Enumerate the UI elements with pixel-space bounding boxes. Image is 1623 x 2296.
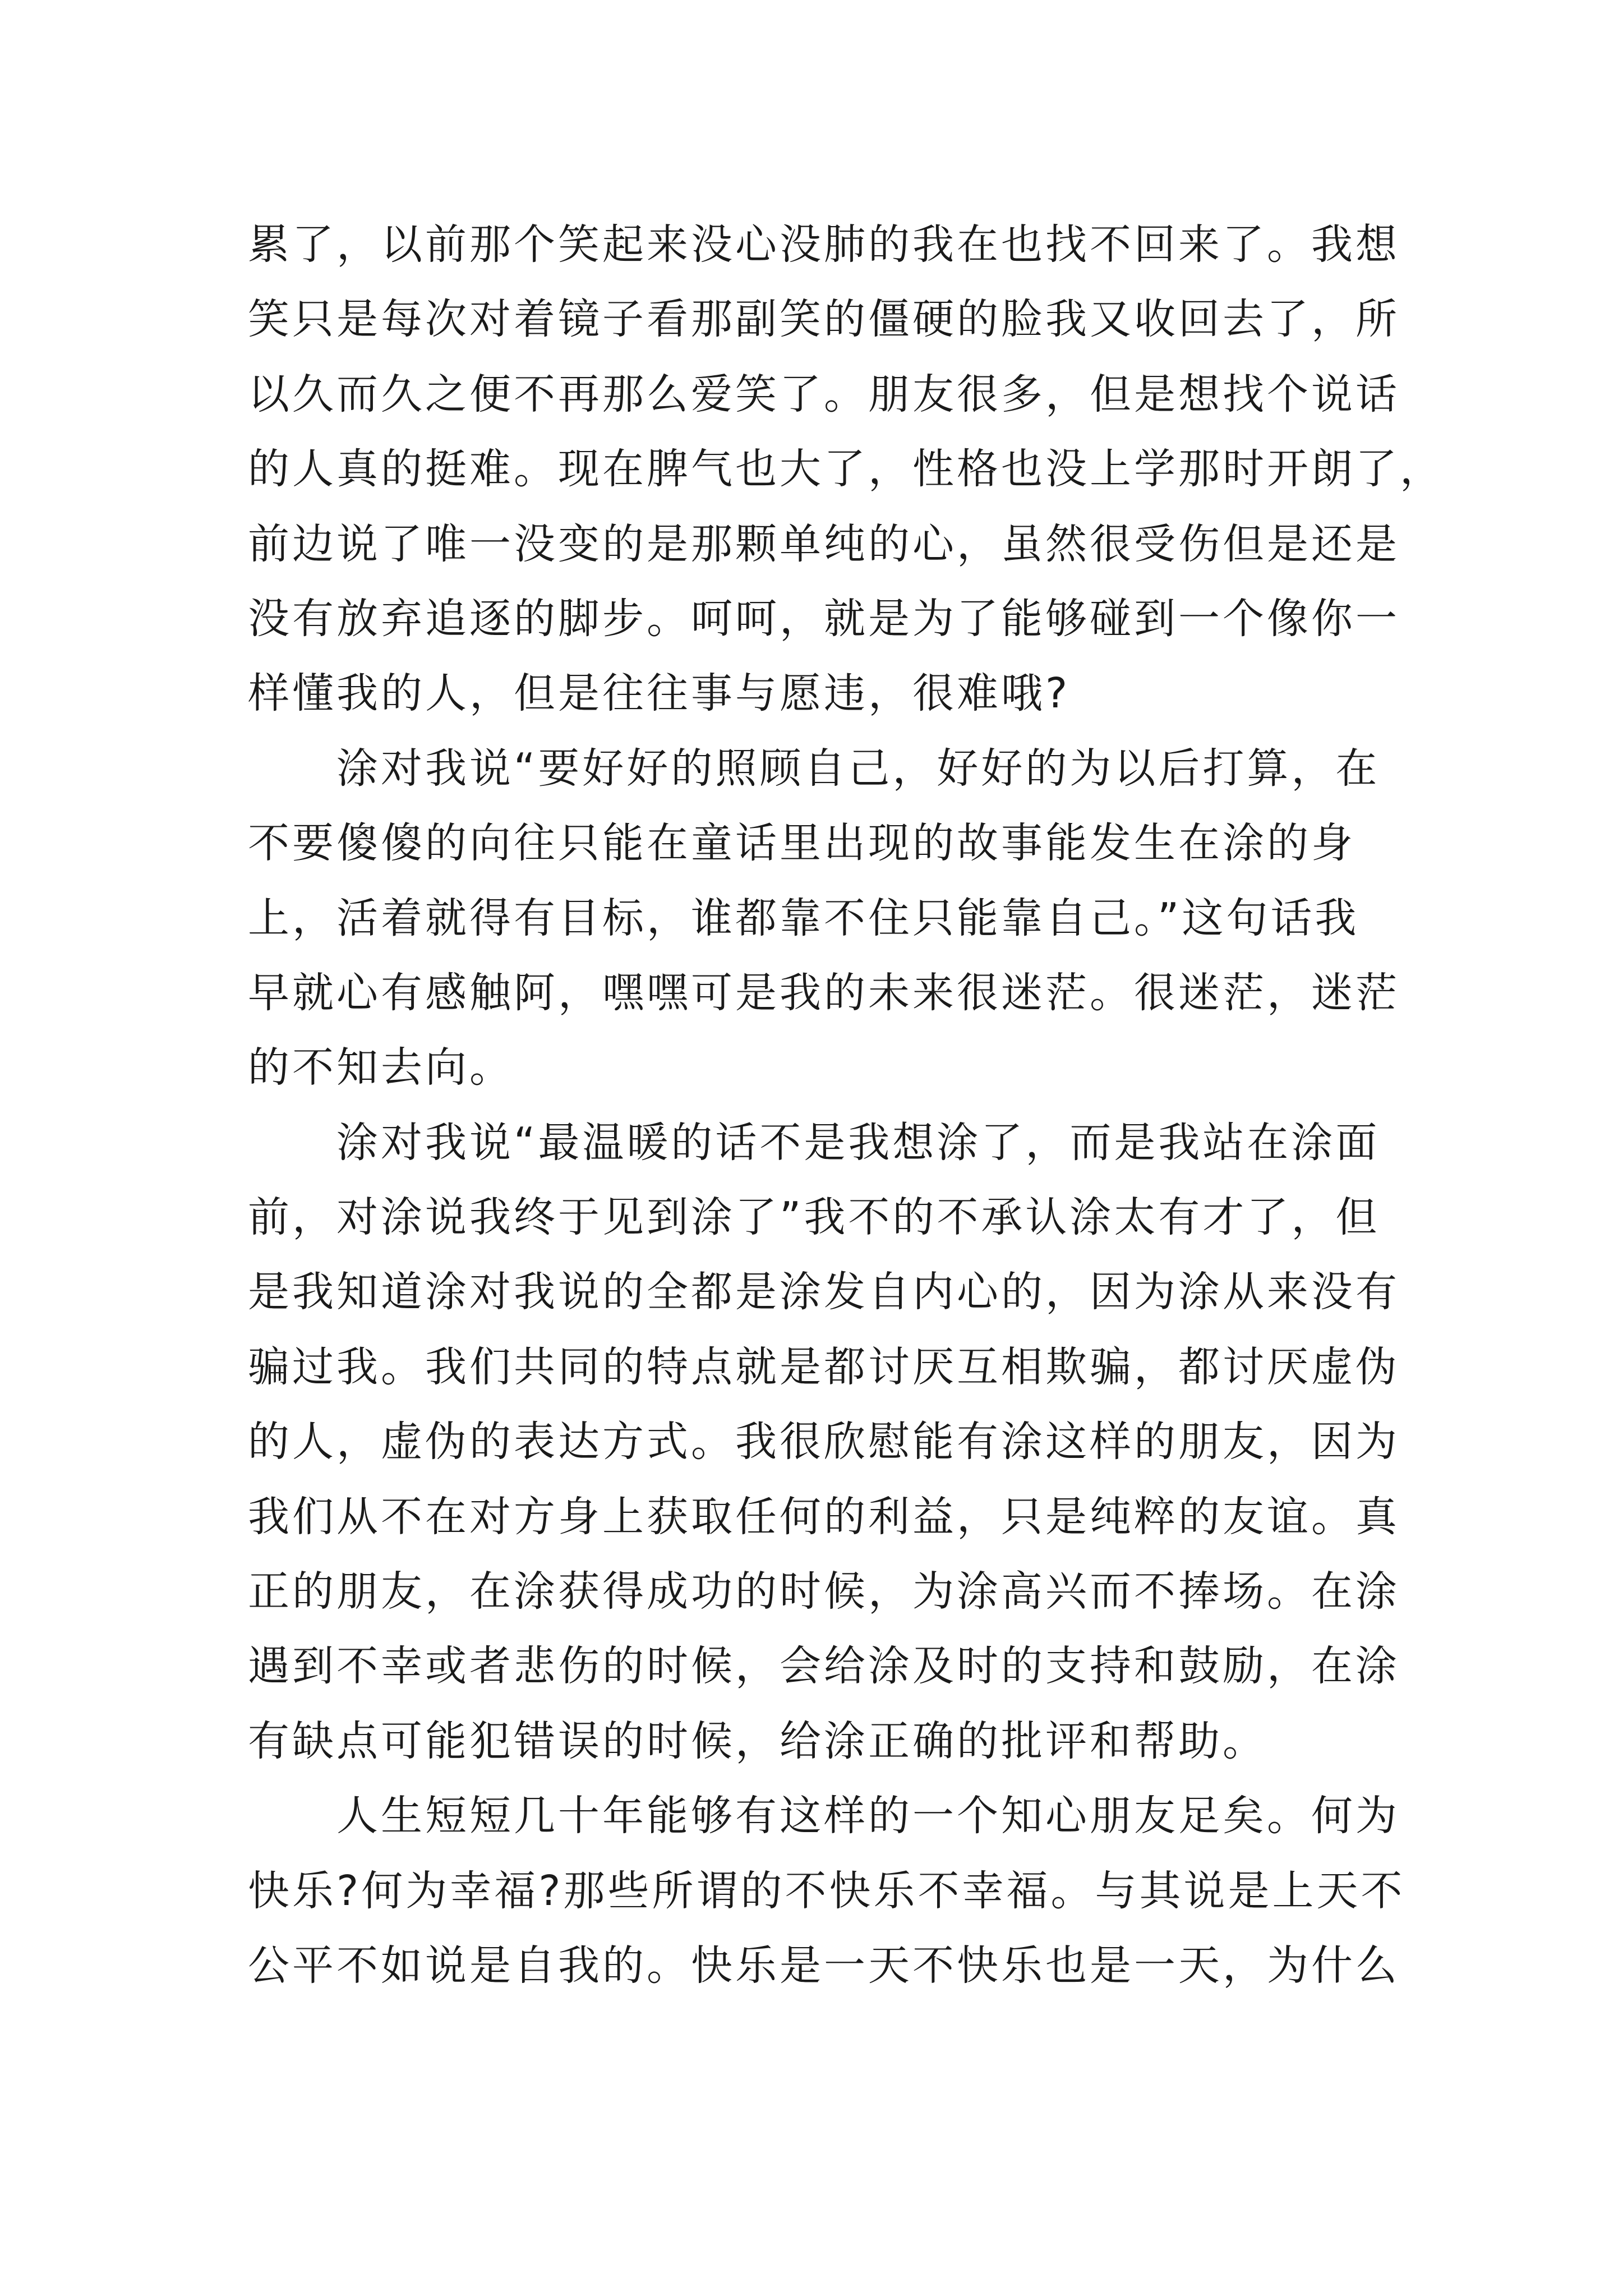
- text-line: 不要傻傻的向往只能在童话里出现的故事能发生在涂的身: [248, 819, 1355, 868]
- text-line: 样懂我的人，但是往往事与愿违，很难哦?: [248, 669, 1071, 718]
- text-line: 的人，虚伪的表达方式。我很欣慰能有涂这样的朋友，因为: [248, 1418, 1400, 1466]
- text-line: 前边说了唯一没变的是那颗单纯的心，虽然很受伤但是还是: [248, 519, 1400, 568]
- text-line: 快乐?何为幸福?那些所谓的不快乐不幸福。与其说是上天不: [248, 1866, 1405, 1915]
- text-line: 没有放弃追逐的脚步。呵呵，就是为了能够碰到一个像你一: [248, 594, 1400, 643]
- text-line: 的人真的挺难。现在脾气也大了，性格也没上学那时开朗了，: [248, 445, 1444, 494]
- text-line: 早就心有感触阿，嘿嘿可是我的未来很迷茫。很迷茫，迷茫: [248, 968, 1400, 1017]
- text-line: 有缺点可能犯错误的时候，给涂正确的批评和帮助。: [248, 1717, 1267, 1765]
- body-text: [248, 208, 1444, 2003]
- paragraph-start-line: 人生短短几十年能够有这样的一个知心朋友足矣。何为: [248, 1792, 1400, 1841]
- paragraph-start-line: 涂对我说“要好好的照顾自己，好好的为以后打算，在: [248, 744, 1380, 793]
- text-line: 的不知去向。: [248, 1043, 514, 1092]
- text-line: 我们从不在对方身上获取任何的利益，只是纯粹的友谊。真: [248, 1492, 1400, 1541]
- text-line: 是我知道涂对我说的全都是涂发自内心的，因为涂从来没有: [248, 1268, 1400, 1317]
- text-line: 笑只是每次对着镜子看那副笑的僵硬的脸我又收回去了，所: [248, 295, 1400, 344]
- text-line: 前，对涂说我终于见到涂了”我不的不承认涂太有才了，但: [248, 1193, 1380, 1242]
- text-line: 遇到不幸或者悲伤的时候，会给涂及时的支持和鼓励，在涂: [248, 1642, 1400, 1691]
- paragraph-start-line: 涂对我说“最温暖的话不是我想涂了，而是我站在涂面: [248, 1118, 1380, 1167]
- text-line: 骗过我。我们共同的特点就是都讨厌互相欺骗，都讨厌虚伪: [248, 1342, 1400, 1391]
- text-line: 公平不如说是自我的。快乐是一天不快乐也是一天，为什么: [248, 1941, 1400, 1990]
- text-line: 以久而久之便不再那么爱笑了。朋友很多，但是想找个说话: [248, 370, 1400, 418]
- text-line: 上，活着就得有目标，谁都靠不住只能靠自己。”这句话我: [248, 894, 1359, 942]
- text-line: 正的朋友，在涂获得成功的时候，为涂高兴而不捧场。在涂: [248, 1567, 1400, 1616]
- text-line: 累了，以前那个笑起来没心没肺的我在也找不回来了。我想: [248, 220, 1400, 269]
